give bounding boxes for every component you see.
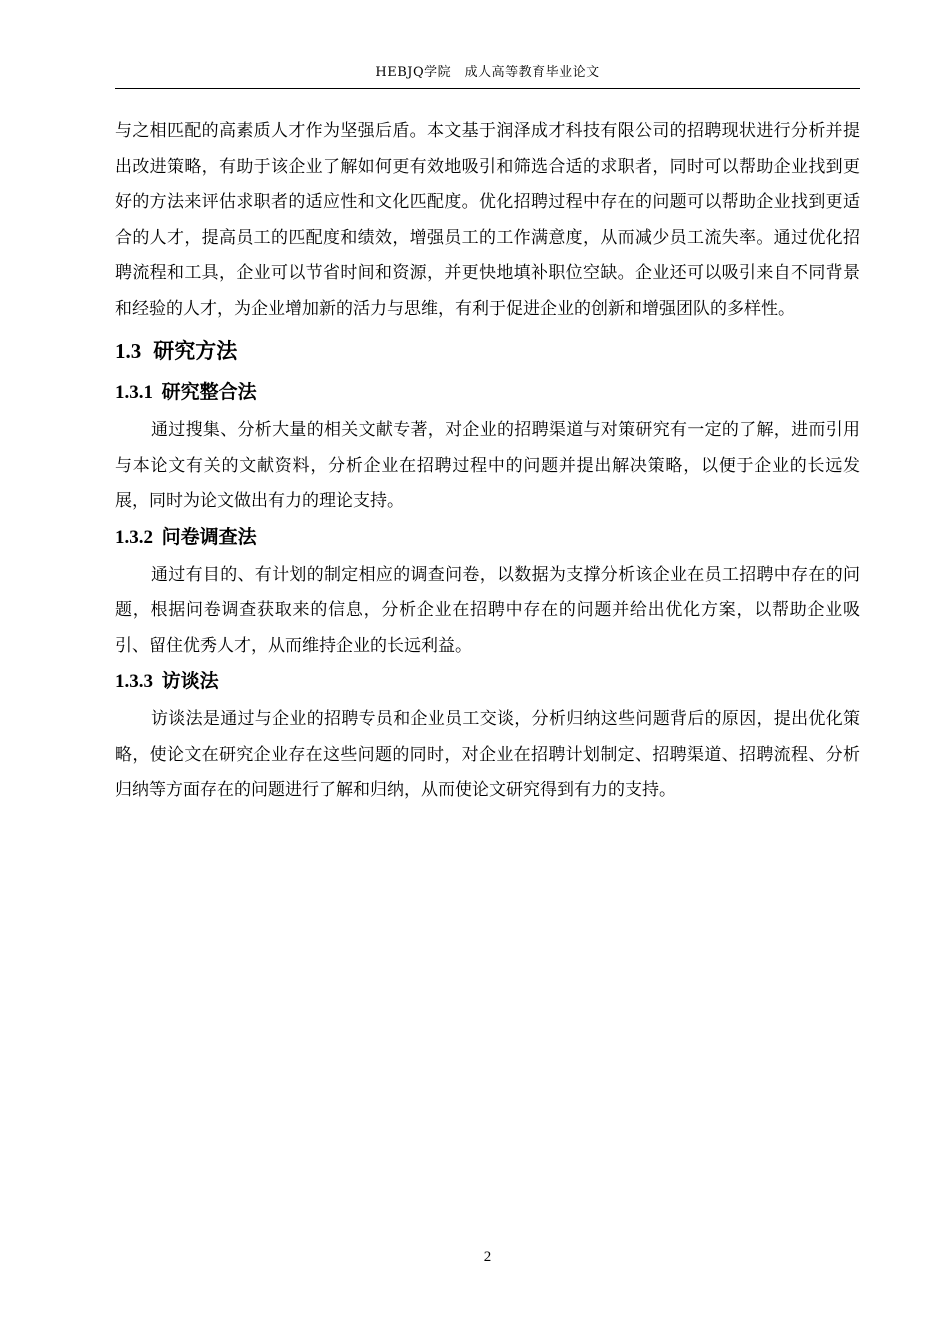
subsection-body-1: 通过搜集、分析大量的相关文献专著，对企业的招聘渠道与对策研究有一定的了解，进而引用与本论文有关的文献资料，分析企业在招聘过程中的问题并提出解决策略，以便于企业的长远发展，同时为论文做出有力的理论支持。 bbox=[115, 420, 860, 511]
subsection-number: 1.3.3 bbox=[115, 671, 153, 692]
subsection-title: 访谈法 bbox=[161, 670, 219, 692]
subsection-heading-2 bbox=[115, 520, 860, 558]
subsection-number: 1.3.2 bbox=[115, 526, 153, 548]
subsection-title: 研究整合法 bbox=[161, 381, 257, 403]
header-divider bbox=[115, 88, 860, 89]
page-body bbox=[115, 114, 860, 809]
subsection-heading-1 bbox=[115, 375, 860, 413]
section-number: 1.3 bbox=[115, 339, 142, 363]
subsection-title: 问卷调查法 bbox=[161, 525, 257, 548]
subsection-heading-3 bbox=[115, 664, 860, 702]
subsection-number: 1.3.1 bbox=[115, 382, 153, 403]
subsection-body-2: 通过有目的、有计划的制定相应的调查问卷，以数据为支撑分析该企业在员工招聘中存在的问题，根据问卷调查获取来的信息，分析企业在招聘中存在的问题并给出优化方案，以帮助企业吸引、留住优秀人才，从而维持企业的长远利益。 bbox=[115, 564, 860, 656]
page-number: 2 bbox=[483, 1249, 492, 1265]
running-header: HEBJQ学院 成人高等教育毕业论文 bbox=[375, 65, 600, 80]
subsection-body-3: 访谈法是通过与企业的招聘专员和企业员工交谈，分析归纳这些问题背后的原因，提出优化策略，使论文在研究企业存在这些问题的同时，对企业在招聘计划制定、招聘渠道、招聘流程、分析归纳等方面存在的问题进行了解和归纳，从而使论文研究得到有力的支持。 bbox=[115, 709, 860, 800]
intro-paragraph: 与之相匹配的高素质人才作为坚强后盾。本文基于润泽成才科技有限公司的招聘现状进行分析并提出改进策略，有助于该企业了解如何更有效地吸引和筛选合适的求职者，同时可以帮助企业找到更好的方法来评估求职者的适应性和文化匹配度。优化招聘过程中存在的问题可以帮助企业找到更适合的人才，提高员工的匹配度和绩效，增强员工的工作满意度，从而减少员工流失率。通过优化招聘流程和工具，企业可以节省时间和资源，并更快地填补职位空缺。企业还可以吸引来自不同背景和经验的人才，为企业增加新的活力与思维，有利于促进企业的创新和增强团队的多样性。 bbox=[115, 121, 860, 319]
section-title: 研究方法 bbox=[153, 338, 238, 363]
section-heading bbox=[115, 327, 860, 375]
